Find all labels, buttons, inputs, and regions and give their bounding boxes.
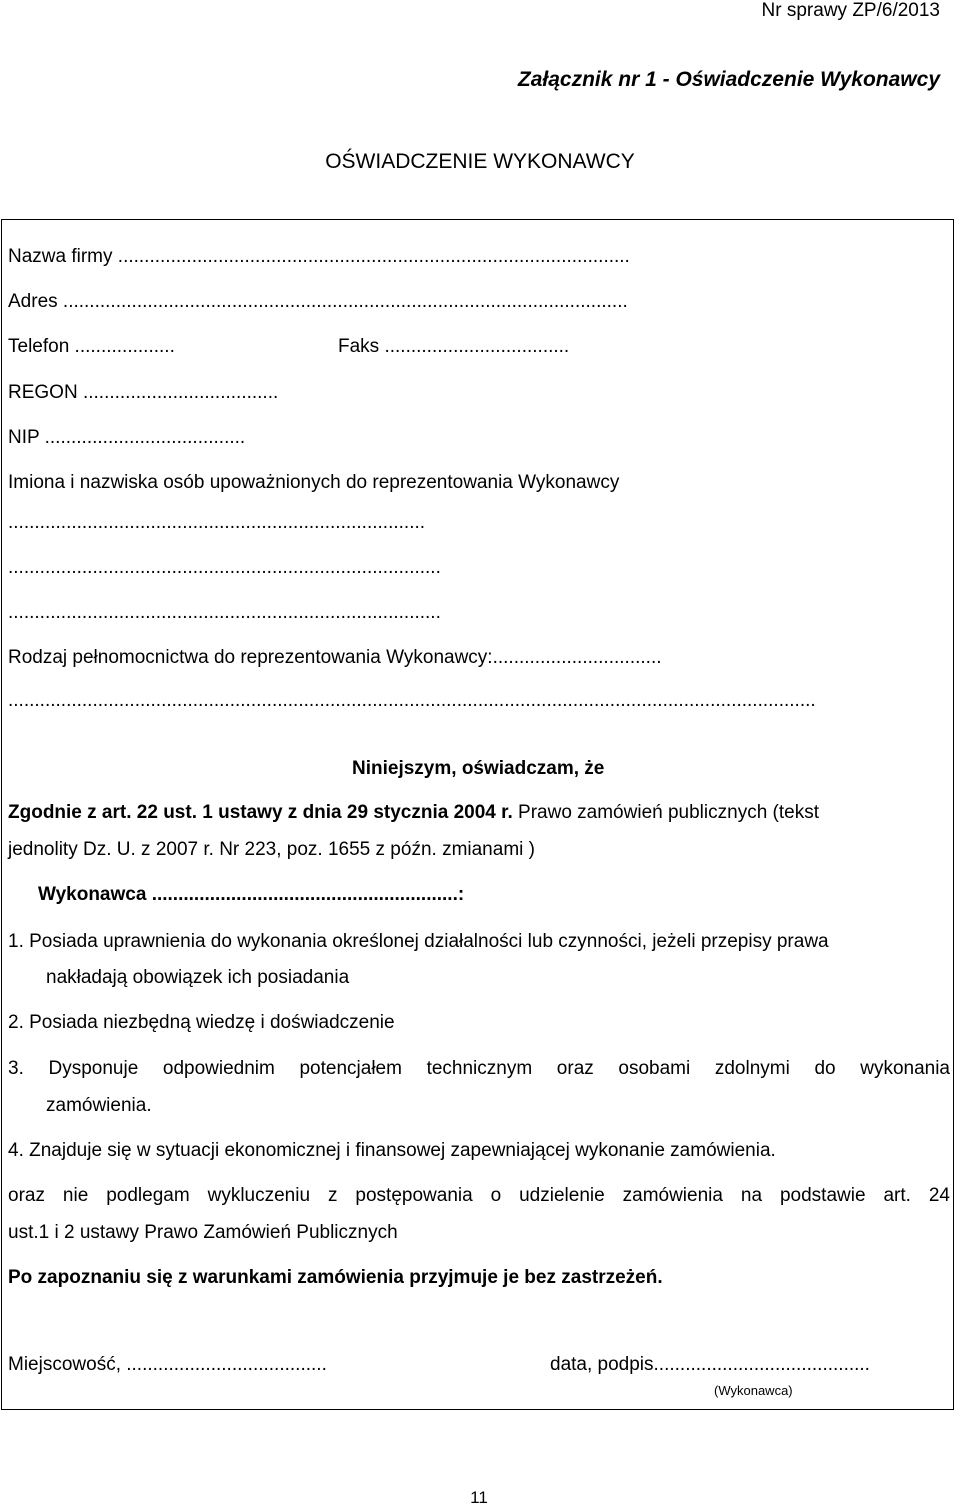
acceptance-statement: Po zapoznaniu się z warunkami zamówienia przyjmuje je bez zastrzeżeń. bbox=[8, 1267, 663, 1288]
fax-field: Faks ................................... bbox=[338, 336, 570, 357]
address-field: Adres ........................................................................................................... bbox=[8, 291, 628, 312]
legal-basis-bold: Zgodnie z art. 22 ust. 1 ustawy z dnia 29 stycznia 2004 r. bbox=[8, 802, 513, 823]
item-2: 2. Posiada niezbędną wiedzę i doświadczenie bbox=[8, 1012, 395, 1033]
company-name-field: Nazwa firmy ................................................................................................. bbox=[8, 246, 630, 267]
representatives-label: Imiona i nazwiska osób upoważnionych do reprezentowania Wykonawcy bbox=[8, 472, 620, 493]
legal-basis-rest: Prawo zamówień publicznych (tekst bbox=[512, 802, 819, 823]
nip-field: NIP ...................................... bbox=[8, 427, 246, 448]
page-number: 11 bbox=[470, 1488, 488, 1507]
item-1-line-1: 1. Posiada uprawnienia do wykonania określonej działalności lub czynności, jeżeli przepisy prawa bbox=[8, 931, 829, 952]
representative-line-3: .................................................................................. bbox=[8, 602, 441, 623]
exclusion-line-2: ust.1 i 2 ustawy Prawo Zamówień Publicznych bbox=[8, 1222, 398, 1243]
annex-title: Załącznik nr 1 - Oświadczenie Wykonawcy bbox=[517, 68, 940, 91]
document-title: OŚWIADCZENIE WYKONAWCY bbox=[325, 150, 635, 173]
representative-line-2: .................................................................................. bbox=[8, 557, 441, 578]
date-signature-field: data, podpis......................................... bbox=[550, 1354, 870, 1375]
declaration-heading: Niniejszym, oświadczam, że bbox=[352, 758, 605, 779]
place-field: Miejscowość, ...................................... bbox=[8, 1354, 327, 1375]
legal-basis-line-1 bbox=[8, 802, 819, 824]
item-4: 4. Znajduje się w sytuacji ekonomicznej i finansowej zapewniającej wykonanie zamówienia. bbox=[8, 1140, 776, 1161]
phone-field: Telefon ................... bbox=[8, 336, 175, 357]
power-of-attorney-line: ......................................................................................................................................................... bbox=[8, 690, 816, 711]
exclusion-line-1: oraz nie podlegam wykluczeniu z postępowania o udzielenie zamówienia na podstawie art. 24 bbox=[8, 1185, 950, 1206]
case-number: Nr sprawy ZP/6/2013 bbox=[761, 0, 940, 21]
power-of-attorney-label: Rodzaj pełnomocnictwa do reprezentowania Wykonawcy:................................ bbox=[8, 647, 662, 668]
representative-line-1: ............................................................................... bbox=[8, 512, 426, 533]
legal-basis-line-2: jednolity Dz. U. z 2007 r. Nr 223, poz. 1655 z późn. zmianami ) bbox=[8, 839, 535, 860]
signature-role: (Wykonawca) bbox=[714, 1383, 793, 1398]
regon-field: REGON ..................................... bbox=[8, 382, 279, 403]
item-3-line-1: 3. Dysponuje odpowiednim potencjałem technicznym oraz osobami zdolnymi do wykonania bbox=[8, 1058, 950, 1079]
item-3-line-2: zamówienia. bbox=[46, 1095, 152, 1116]
item-1-line-2: nakładają obowiązek ich posiadania bbox=[46, 967, 350, 988]
contractor-line: Wykonawca ..........................................................: bbox=[38, 884, 465, 905]
